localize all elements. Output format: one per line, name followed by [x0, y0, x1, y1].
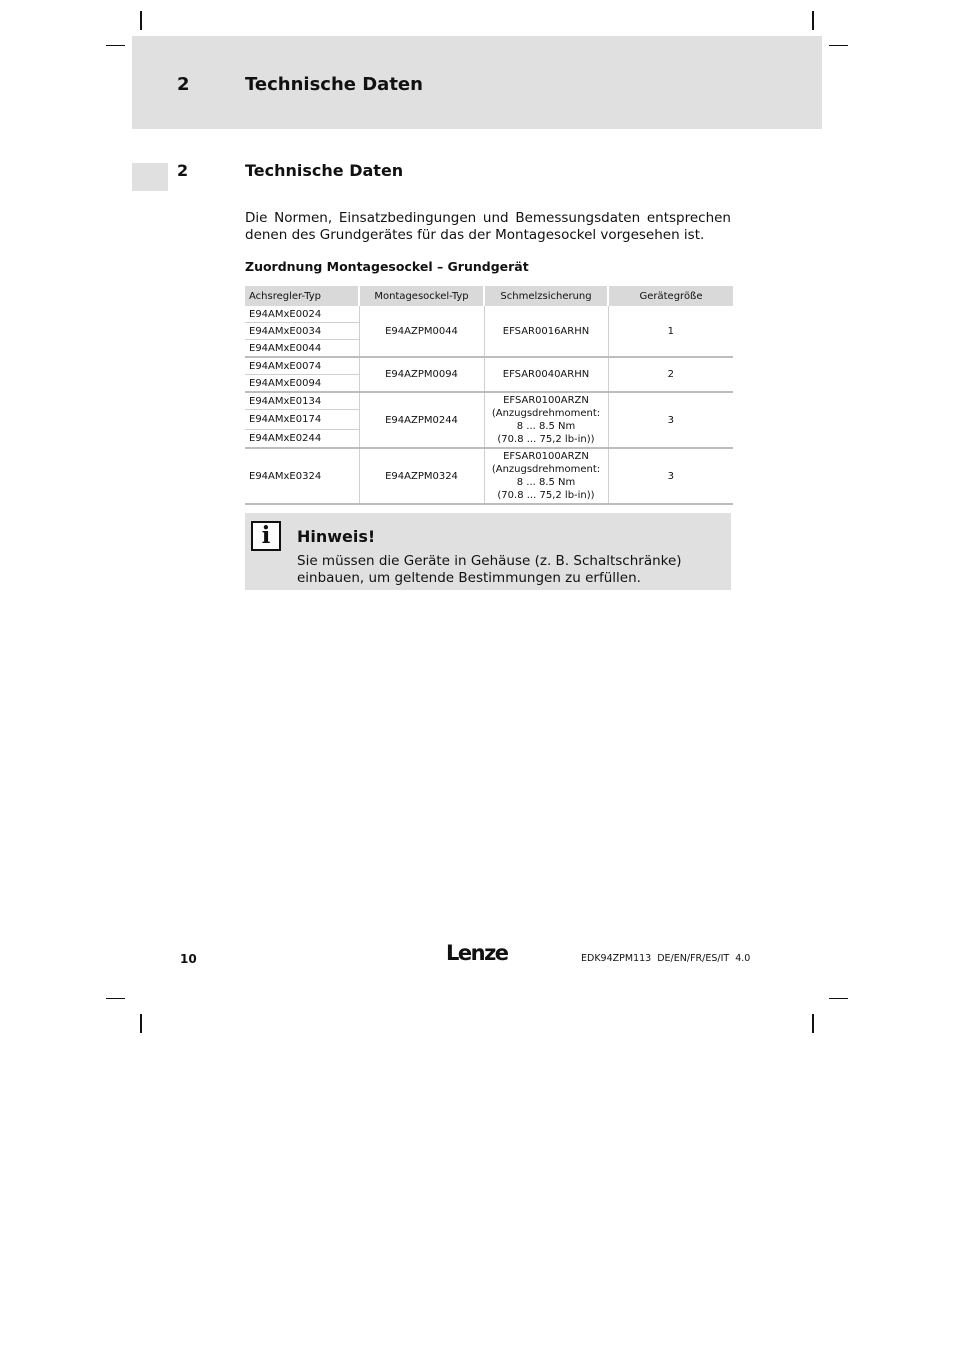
- fuse-cell: EFSAR0040ARHN: [484, 357, 608, 392]
- axis-type-cell: E94AMxE0134: [245, 392, 359, 410]
- fuse-line: (70.8 ... 75,2 lb-in)): [497, 434, 595, 445]
- fuse-cell: [484, 392, 608, 448]
- axis-type-cell: E94AMxE0034: [245, 323, 359, 340]
- table-header-row: [245, 286, 733, 306]
- fuse-line: (Anzugsdrehmoment:: [491, 464, 601, 475]
- socket-type-cell: E94AZPM0094: [359, 357, 484, 392]
- assignment-table: [245, 286, 733, 505]
- socket-type-cell: E94AZPM0044: [359, 306, 484, 357]
- document-id: EDK94ZPM113 DE/EN/FR/ES/IT 4.0: [581, 953, 751, 964]
- axis-type-cell: E94AMxE0024: [245, 306, 359, 323]
- table-heading: Zuordnung Montagesockel – Grundgerät: [245, 259, 529, 274]
- table-row: [245, 357, 733, 375]
- crop-mark: [140, 1014, 142, 1033]
- fuse-line: 8 ... 8.5 Nm: [516, 421, 576, 432]
- table-row: [245, 306, 733, 323]
- column-header: Gerätegröße: [608, 286, 733, 306]
- note-title: Hinweis!: [297, 527, 376, 546]
- crop-mark: [812, 1014, 814, 1033]
- crop-mark: [106, 45, 125, 46]
- table-row: [245, 448, 733, 504]
- info-icon: i: [251, 521, 281, 551]
- intro-paragraph: Die Normen, Einsatzbedingungen und Bemessungsdaten entsprechen denen des Grundgerätes für das der Montagesockel vorgesehen ist.: [245, 210, 731, 243]
- axis-type-cell: E94AMxE0174: [245, 410, 359, 429]
- section-number: 2: [177, 161, 189, 180]
- chapter-title: Technische Daten: [245, 74, 423, 95]
- axis-type-cell: E94AMxE0094: [245, 375, 359, 393]
- axis-type-cell: E94AMxE0324: [245, 448, 359, 504]
- device-size-cell: 3: [608, 392, 733, 448]
- crop-mark: [140, 11, 142, 30]
- page-number: 10: [180, 952, 197, 966]
- device-size-cell: 2: [608, 357, 733, 392]
- crop-mark: [812, 11, 814, 30]
- device-size-cell: 3: [608, 448, 733, 504]
- section-marker: [132, 163, 168, 191]
- axis-type-cell: E94AMxE0244: [245, 429, 359, 448]
- fuse-cell: [484, 448, 608, 504]
- socket-type-cell: E94AZPM0324: [359, 448, 484, 504]
- axis-type-cell: E94AMxE0074: [245, 357, 359, 375]
- chapter-number: 2: [177, 74, 190, 95]
- column-header: Schmelzsicherung: [484, 286, 608, 306]
- fuse-line: EFSAR0100ARZN: [503, 451, 589, 462]
- fuse-line: (Anzugsdrehmoment:: [491, 408, 601, 419]
- note-text: Sie müssen die Geräte in Gehäuse (z. B. Schaltschränke) einbauen, um geltende Bestimmungen zu erfüllen.: [297, 553, 682, 586]
- table-row: [245, 392, 733, 410]
- fuse-line: EFSAR0100ARZN: [503, 395, 589, 406]
- socket-type-cell: E94AZPM0244: [359, 392, 484, 448]
- axis-type-cell: E94AMxE0044: [245, 340, 359, 358]
- device-size-cell: 1: [608, 306, 733, 357]
- chapter-header-band: [132, 36, 822, 129]
- crop-mark: [829, 998, 848, 999]
- fuse-cell: EFSAR0016ARHN: [484, 306, 608, 357]
- note-box: [245, 513, 731, 590]
- crop-mark: [106, 998, 125, 999]
- column-header: Montagesockel-Typ: [359, 286, 484, 306]
- fuse-line: 8 ... 8.5 Nm: [516, 477, 576, 488]
- fuse-line: (70.8 ... 75,2 lb-in)): [497, 490, 595, 501]
- lenze-logo: Lenze: [446, 941, 508, 965]
- crop-mark: [829, 45, 848, 46]
- column-header: Achsregler-Typ: [245, 286, 359, 306]
- section-title: Technische Daten: [245, 161, 404, 180]
